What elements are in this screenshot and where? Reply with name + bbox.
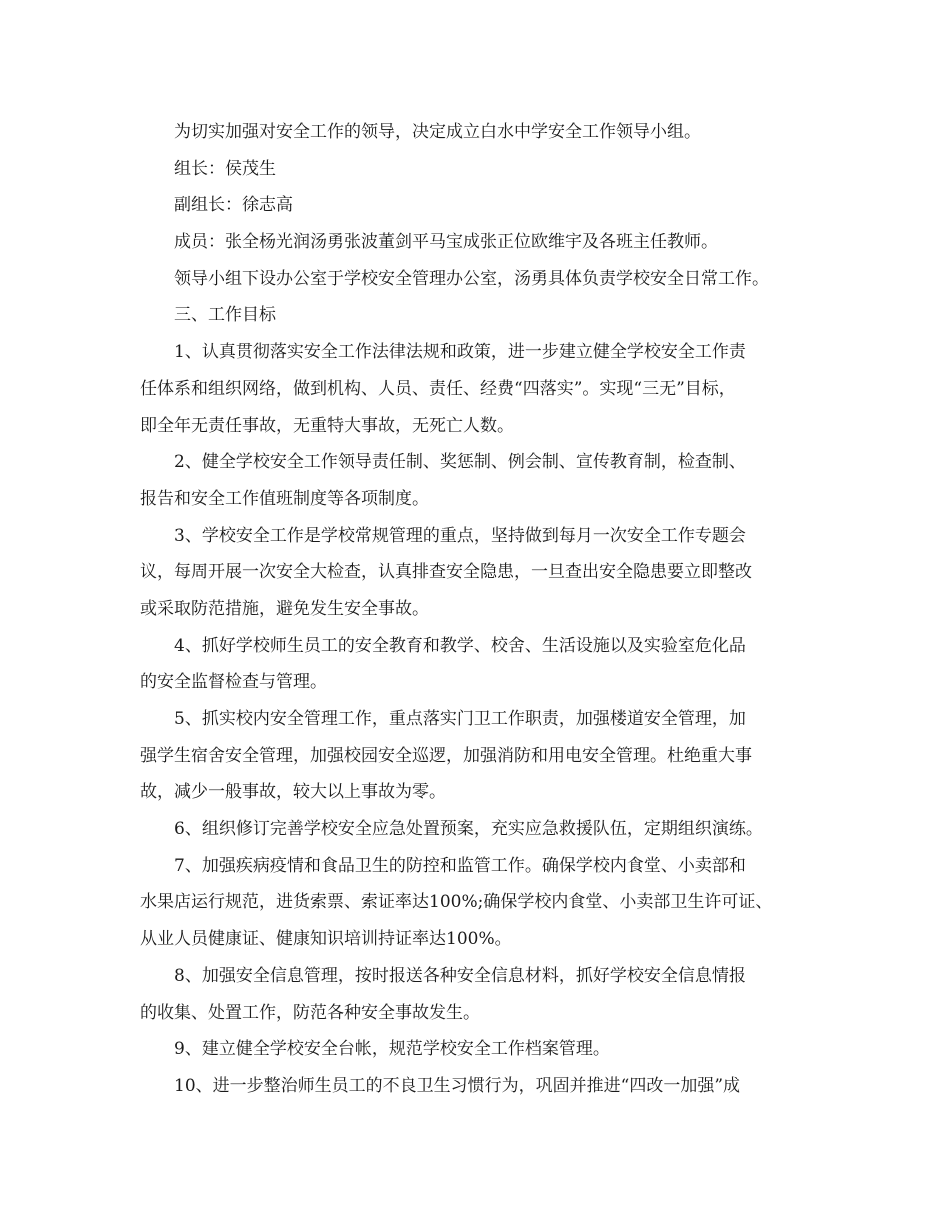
text-line: 组长：侯茂生 [174,158,276,179]
text-line: 1、认真贯彻落实安全工作法律法规和政策，进一步建立健全学校安全工作责 [174,342,746,363]
text-line: 8、加强安全信息管理，按时报送各种安全信息材料，抓好学校安全信息情报 [174,965,746,986]
text-line: 任体系和组织网络，做到机构、人员、责任、经费“四落实”。实现“三无”目标， [140,378,736,399]
text-line: 即全年无责任事故，无重特大事故，无死亡人数。 [140,415,514,436]
text-line: 的收集、处置工作，防范各种安全事故发生。 [140,1002,480,1023]
text-line: 的安全监督检查与管理。 [140,672,327,693]
text-line: 2、健全学校安全工作领导责任制、奖惩制、例会制、宣传教育制，检查制、 [174,452,746,473]
text-line: 议，每周开展一次安全大检查，认真排查安全隐患，一旦查出安全隐患要立即整改 [140,562,752,583]
text-line: 7、加强疾病疫情和食品卫生的防控和监管工作。确保学校内食堂、小卖部和 [174,855,746,876]
document-body [140,114,830,1105]
text-line: 10、进一步整治师生员工的不良卫生习惯行为，巩固并推进“四改一加强”成 [174,1075,741,1096]
text-line: 为切实加强对安全工作的领导，决定成立白水中学安全工作领导小组。 [174,122,701,142]
text-line: 强学生宿舍安全管理，加强校园安全巡逻，加强消防和用电安全管理。杜绝重大事 [140,745,752,766]
text-line: 三、工作目标 [174,305,276,326]
text-line: 或采取防范措施，避免发生安全事故。 [140,598,429,619]
text-line: 成员：张全杨光润汤勇张波董剑平马宝成张正位欧维宇及各班主任教师。 [174,232,718,253]
text-line: 从业人员健康证、健康知识培训持证率达100%。 [140,929,512,950]
text-line: 故，减少一般事故，较大以上事故为零。 [140,782,446,803]
text-line: 9、建立健全学校安全台帐，规范学校安全工作档案管理。 [174,1039,610,1060]
text-line: 3、学校安全工作是学校常规管理的重点，坚持做到每月一次安全工作专题会 [174,525,746,546]
text-line: 副组长：徐志高 [174,195,293,216]
text-line: 5、抓实校内安全管理工作，重点落实门卫工作职责，加强楼道安全管理，加 [174,709,746,729]
text-line: 4、抓好学校师生员工的安全教育和教学、校舍、生活设施以及实验室危化品 [174,635,746,656]
text-line: 领导小组下设办公室于学校安全管理办公室，汤勇具体负责学校安全日常工作。 [174,268,769,289]
text-line: 水果店运行规范，进货索票、索证率达100%;确保学校内食堂、小卖部卫生许可证、 [140,892,773,913]
text-line: 报告和安全工作值班制度等各项制度。 [140,488,429,509]
text-line: 6、组织修订完善学校安全应急处置预案，充实应急救援队伍，定期组织演练。 [174,819,763,840]
